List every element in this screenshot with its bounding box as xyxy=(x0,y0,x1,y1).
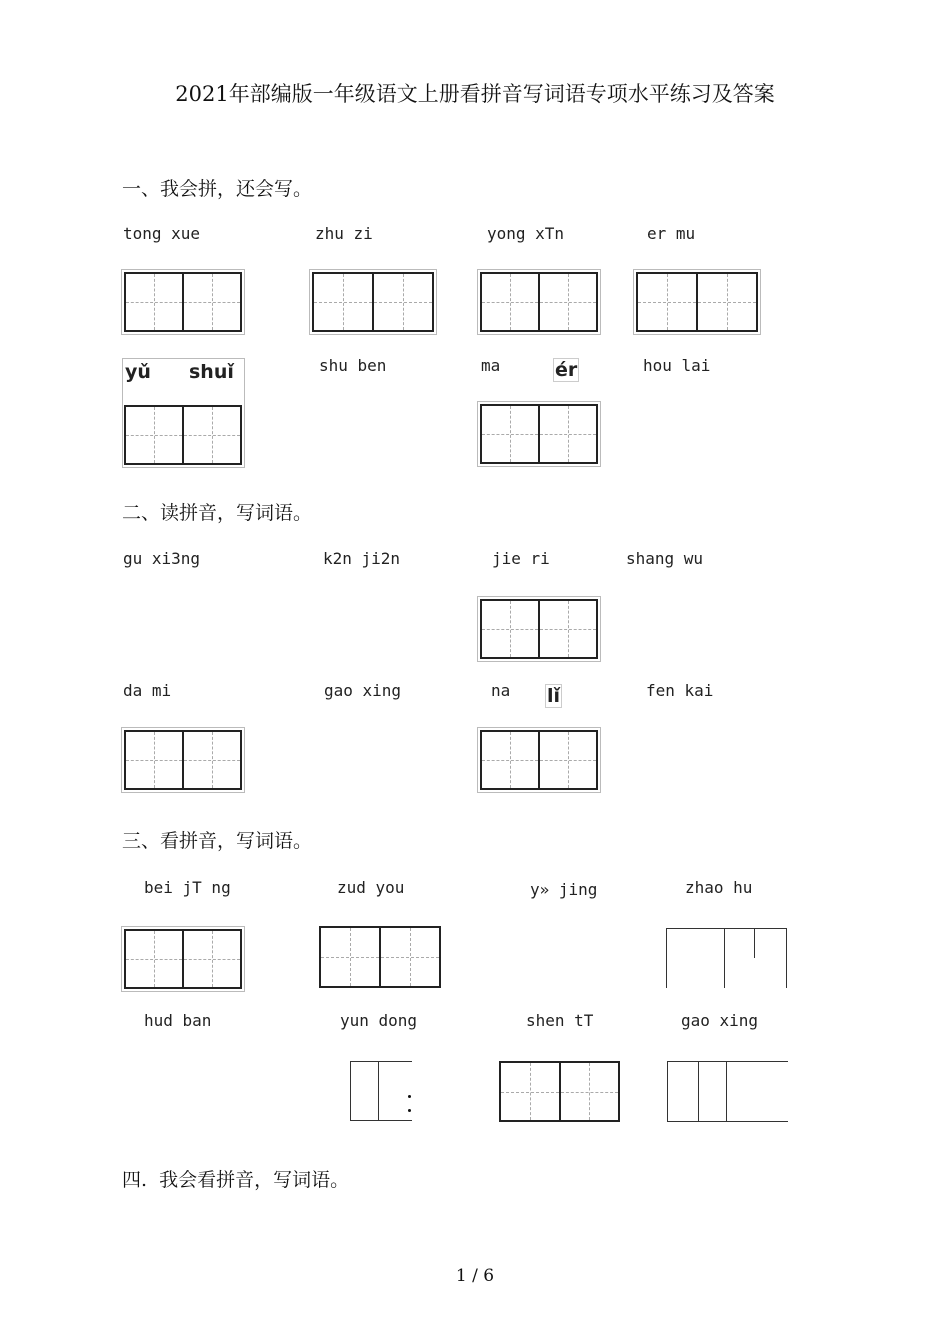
section-2-heading: 二、读拼音，写词语。 xyxy=(122,502,313,524)
pinyin: yong xTn xyxy=(487,224,565,243)
pinyin: zhu zi xyxy=(315,224,373,243)
pinyin: shu ben xyxy=(319,356,387,375)
writing-grid[interactable] xyxy=(499,1061,620,1122)
writing-grid[interactable] xyxy=(667,1061,788,1122)
writing-grid[interactable] xyxy=(121,727,245,793)
pinyin: yǔ xyxy=(125,361,151,383)
section-4-heading: 四. 我会看拼音，写词语。 xyxy=(122,1169,350,1191)
writing-grid[interactable] xyxy=(121,269,245,335)
pinyin: shang wu xyxy=(626,549,704,568)
pinyin: da mi xyxy=(123,681,172,700)
pinyin: zhao hu xyxy=(685,878,753,897)
pinyin: k2n ji2n xyxy=(323,549,401,568)
page-title: 2021年部编版一年级语文上册看拼音写词语专项水平练习及答案 xyxy=(175,82,775,106)
writing-grid[interactable] xyxy=(477,269,601,335)
pinyin: gao xing xyxy=(681,1011,759,1030)
pinyin: yun dong xyxy=(340,1011,418,1030)
pinyin: gu xi3ng xyxy=(123,549,201,568)
writing-grid[interactable] xyxy=(633,269,761,335)
pinyin: ér xyxy=(555,359,578,381)
page-number: 1 / 6 xyxy=(455,1266,495,1286)
section-3-heading: 三、看拼音，写词语。 xyxy=(122,830,313,852)
writing-grid[interactable] xyxy=(309,269,437,335)
pinyin: bei jT ng xyxy=(144,878,231,897)
pinyin: ma xyxy=(481,356,501,375)
pinyin: jie ri xyxy=(492,549,550,568)
pinyin: shuǐ xyxy=(189,361,234,383)
pinyin-grid-card xyxy=(122,358,245,468)
pinyin: tong xue xyxy=(123,224,201,243)
pinyin: shen tT xyxy=(526,1011,594,1030)
pinyin: gao xing xyxy=(324,681,402,700)
pinyin: hud ban xyxy=(144,1011,212,1030)
writing-grid[interactable] xyxy=(319,926,441,988)
pinyin: fen kai xyxy=(646,681,714,700)
pinyin: er mu xyxy=(647,224,696,243)
writing-grid[interactable] xyxy=(477,401,601,467)
pinyin: zud you xyxy=(337,878,405,897)
writing-grid[interactable] xyxy=(477,596,601,662)
writing-grid[interactable] xyxy=(121,926,245,992)
writing-grid[interactable] xyxy=(477,727,601,793)
writing-grid[interactable] xyxy=(666,928,787,988)
writing-grid[interactable] xyxy=(124,405,242,465)
writing-grid[interactable] xyxy=(350,1061,412,1121)
section-1-heading: 一、我会拼，还会写。 xyxy=(122,178,313,200)
pinyin: y» jing xyxy=(530,880,598,899)
pinyin: lǐ xyxy=(547,685,561,707)
pinyin: na xyxy=(491,681,511,700)
pinyin: hou lai xyxy=(643,356,711,375)
